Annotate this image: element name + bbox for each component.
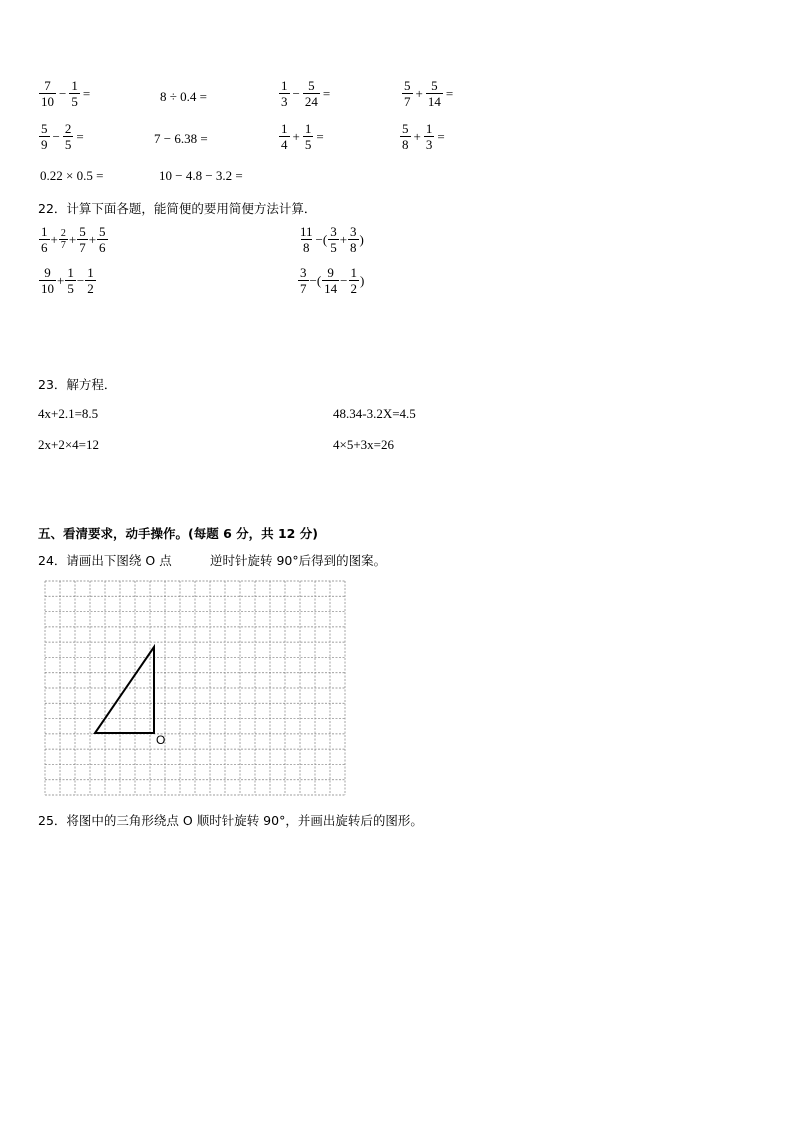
oral-expr-7: $\frac{1}{4}$ + $\frac{1}{5}$ = bbox=[281, 121, 324, 152]
oral-expr-1: $\frac{7}{10}$ − $\frac{1}{5}$ = bbox=[41, 78, 91, 109]
q25-title: 25．将图中的三角形绕点 O 顺时针旋转 90°，并画出旋转后的图形。 bbox=[38, 813, 423, 828]
q22-problem-1: $\frac{1}{6}$ + $\frac{2}{7}$ + $\frac{5}{7}$ + $\frac{5}{6}$ bbox=[41, 224, 106, 255]
q23-equation-3: 2x+2×4=12 bbox=[38, 437, 99, 452]
q22-problem-4: $\frac{3}{7}$ −( $\frac{9}{14}$ − $\frac{1}{2}$ ) bbox=[300, 265, 365, 296]
q22-title: 22．计算下面各题，能简便的要用简便方法计算． bbox=[38, 201, 317, 216]
section-5-heading: 五、看清要求，动手操作。(每题 6 分，共 12 分) bbox=[38, 526, 318, 541]
oral-expr-2: 8 ÷ 0.4 = bbox=[160, 89, 207, 104]
q24-title-part-a: 24．请画出下图绕 O 点 bbox=[38, 553, 172, 568]
q23-equation-1: 4x+2.1=8.5 bbox=[38, 406, 99, 421]
oral-expr-3: $\frac{1}{3}$ − $\frac{5}{24}$ = bbox=[281, 78, 331, 109]
oral-expr-9: 0.22 × 0.5 = bbox=[40, 168, 104, 183]
q24-title-part-b: 逆时针旋转 90°后得到的图案。 bbox=[210, 553, 387, 568]
oral-expr-5: $\frac{5}{9}$ − $\frac{2}{5}$ = bbox=[41, 121, 84, 152]
q24-grid-figure bbox=[44, 580, 346, 796]
point-o-label: O bbox=[156, 733, 166, 747]
q23-equation-2: 48.34-3.2X=4.5 bbox=[333, 406, 416, 421]
oral-expr-10: 10 − 4.8 − 3.2 = bbox=[159, 168, 243, 183]
q23-equation-4: 4×5+3x=26 bbox=[333, 437, 394, 452]
q23-title: 23．解方程． bbox=[38, 377, 117, 392]
grid-lines bbox=[45, 581, 345, 795]
q22-problem-2: $\frac{11}{8}$ −( $\frac{3}{5}$ + $\frac{3}{8}$ ) bbox=[300, 224, 364, 255]
oral-expr-8: $\frac{5}{8}$ + $\frac{1}{3}$ = bbox=[402, 121, 445, 152]
oral-expr-6: 7 − 6.38 = bbox=[154, 131, 208, 146]
triangle-shape bbox=[95, 647, 154, 733]
oral-expr-4: $\frac{5}{7}$ + $\frac{5}{14}$ = bbox=[404, 78, 454, 109]
q22-problem-3: $\frac{9}{10}$ + $\frac{1}{5}$ − $\frac{1}{2}$ bbox=[41, 265, 94, 296]
